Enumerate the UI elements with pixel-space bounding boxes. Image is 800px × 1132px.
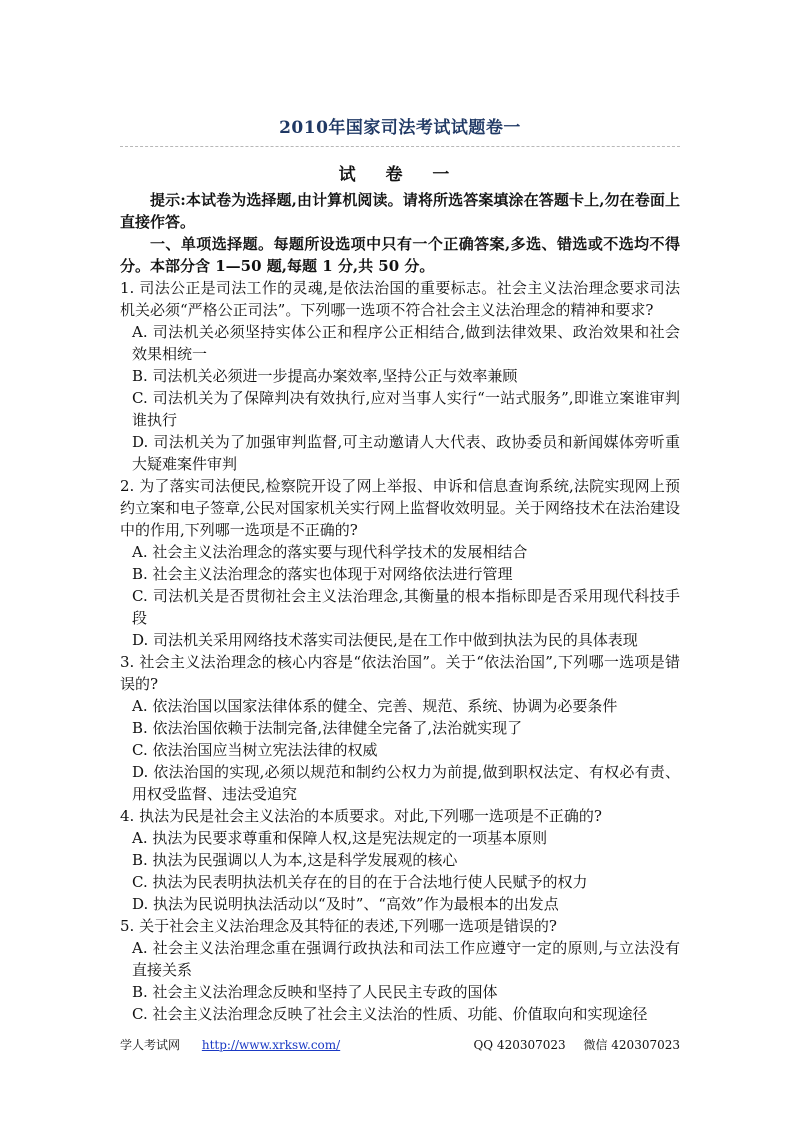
question-stem: 1. 司法公正是司法工作的灵魂,是依法治国的重要标志。社会主义法治理念要求司法机关必须“严格公正司法”。下列哪一选项不符合社会主义法治理念的精神和要求? (120, 279, 680, 319)
answer-option: C. 司法机关是否贯彻社会主义法治理念,其衡量的根本指标即是否采用现代科技手段 (132, 587, 680, 627)
answer-option: C. 司法机关为了保障判决有效执行,应对当事人实行“一站式服务”,即谁立案谁审判谁执行 (132, 389, 680, 429)
answer-option: D. 执法为民说明执法活动以“及时”、“高效”作为最根本的出发点 (132, 895, 559, 913)
answer-option: C. 社会主义法治理念反映了社会主义法治的性质、功能、价值取向和实现途径 (132, 1005, 648, 1023)
answer-option: A. 执法为民要求尊重和保障人权,这是宪法规定的一项基本原则 (132, 829, 548, 847)
divider (120, 146, 680, 147)
question (120, 277, 680, 475)
answer-option: B. 司法机关必须进一步提高办案效率,坚持公正与效率兼顾 (132, 367, 518, 385)
answer-option: B. 执法为民强调以人为本,这是科学发展观的核心 (132, 851, 458, 869)
answer-option: B. 社会主义法治理念的落实也体现于对网络依法进行管理 (132, 565, 513, 583)
question (120, 475, 680, 651)
answer-option: B. 依法治国依赖于法制完备,法律健全完备了,法治就实现了 (132, 719, 523, 737)
answer-option: D. 依法治国的实现,必须以规范和制约公权力为前提,做到职权法定、有权必有责、用权受监督、违法受追究 (132, 763, 680, 803)
question (120, 915, 680, 1025)
qq-contact: QQ 420307023 (473, 1038, 566, 1052)
exam-notice: 提示:本试卷为选择题,由计算机阅读。请将所选答案填涂在答题卡上,勿在卷面上直接作答。 (120, 191, 680, 231)
site-name: 学人考试网 (120, 1038, 181, 1052)
question-stem: 3. 社会主义法治理念的核心内容是“依法治国”。关于“依法治国”,下列哪一选项是错误的? (120, 653, 680, 693)
page-title: 2010年国家司法考试试题卷一 (279, 118, 521, 138)
document-body (120, 189, 680, 1025)
footer-contact (459, 1036, 680, 1053)
wechat-contact: 微信 420307023 (583, 1038, 680, 1052)
question (120, 651, 680, 805)
answer-option: D. 司法机关采用网络技术落实司法便民,是在工作中做到执法为民的具体表现 (132, 631, 638, 649)
footer-left (120, 1036, 340, 1053)
question-stem: 2. 为了落实司法便民,检察院开设了网上举报、申诉和信息查询系统,法院实现网上预约立案和电子签章,公民对国家机关实行网上监督收效明显。关于网络技术在法治建设中的作用,下列哪一选项是不正确的? (120, 477, 680, 539)
exam-subtitle: 试 卷 一 (338, 165, 462, 185)
question (120, 805, 680, 915)
answer-option: A. 司法机关必须坚持实体公正和程序公正相结合,做到法律效果、政治效果和社会效果相统一 (132, 323, 680, 363)
answer-option: A. 依法治国以国家法律体系的健全、完善、规范、系统、协调为必要条件 (132, 697, 618, 715)
answer-option: B. 社会主义法治理念反映和坚持了人民民主专政的国体 (132, 983, 498, 1001)
question-stem: 4. 执法为民是社会主义法治的本质要求。对此,下列哪一选项是不正确的? (120, 807, 602, 825)
question-stem: 5. 关于社会主义法治理念及其特征的表述,下列哪一选项是错误的? (120, 917, 557, 935)
answer-option: C. 依法治国应当树立宪法法律的权威 (132, 741, 378, 759)
section-instructions: 一、单项选择题。每题所设选项中只有一个正确答案,多选、错选或不选均不得分。本部分含 1—50 题,每题 1 分,共 50 分。 (120, 235, 680, 275)
page-footer (120, 1036, 680, 1053)
answer-option: C. 执法为民表明执法机关存在的目的在于合法地行使人民赋予的权力 (132, 873, 588, 891)
site-url-link[interactable]: http://www.xrksw.com/ (201, 1038, 341, 1052)
answer-option: A. 社会主义法治理念的落实要与现代科学技术的发展相结合 (132, 543, 528, 561)
answer-option: A. 社会主义法治理念重在强调行政执法和司法工作应遵守一定的原则,与立法没有直接关系 (132, 939, 680, 979)
answer-option: D. 司法机关为了加强审判监督,可主动邀请人大代表、政协委员和新闻媒体旁听重大疑难案件审判 (132, 433, 680, 473)
